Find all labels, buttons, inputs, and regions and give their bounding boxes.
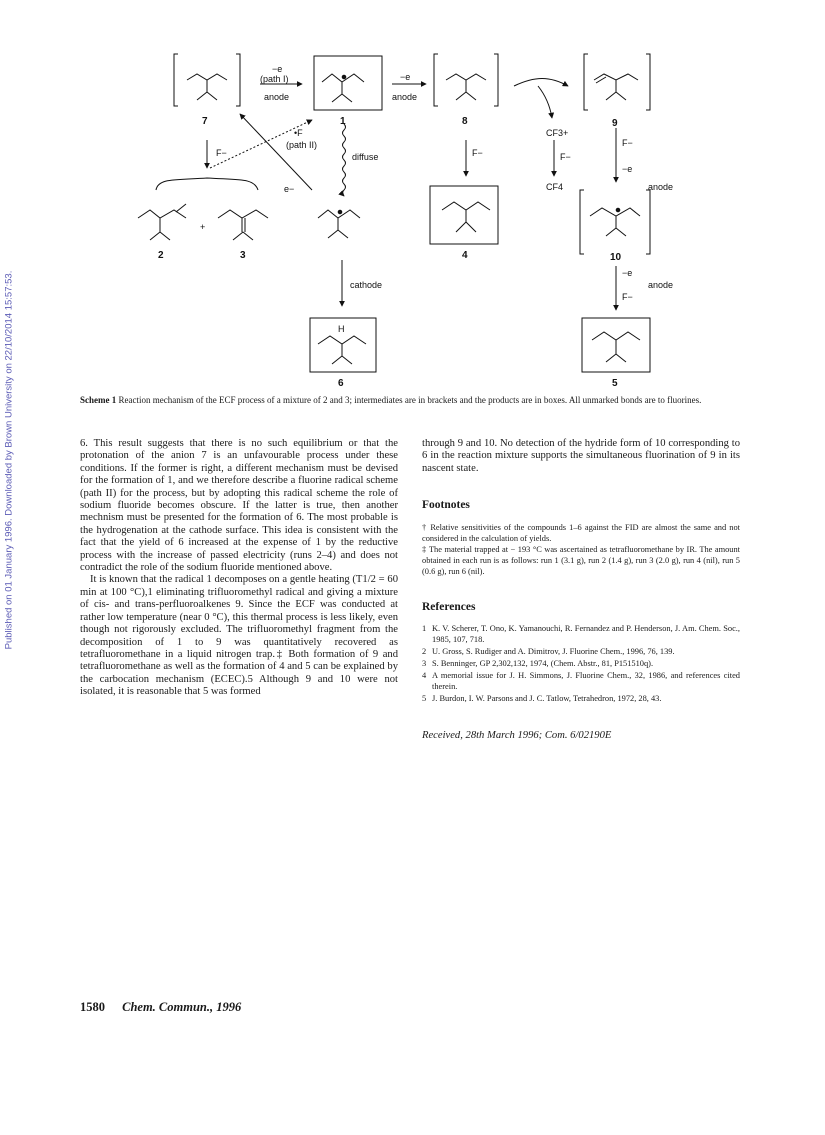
f-minus-label-10: F−: [622, 292, 633, 302]
path-ii-label: (path II): [286, 140, 318, 150]
f-minus-label-cf3: F−: [560, 152, 571, 162]
right-column: [422, 438, 740, 742]
download-notice: [2, 270, 16, 650]
reference-number: 2: [422, 647, 427, 657]
label-5: 5: [612, 378, 618, 389]
arrow-path-i: (path I): [260, 74, 289, 84]
body-paragraph: It is known that the radical 1 decomposes on a gentle heating (T1/2 = 60 min at 100 °C),1 eliminating trifluoromethyl radical and giving a mixture of cis- and trans-perfluoroalkenes 9. Since the ECF was conducted at rather low temperature (near 0 °C), this thermal process is less likely, even though not rigorously excluded. The trifluoromethyl fragment from the decomposition of 1 to 9 was quantitatively recovered as tetrafluoromethane in a liquid nitrogen trap.‡ Both formation of 9 and tetrafluoromethane as well as the formation of 4 and 5 can be explained by the carbocation mechanism (ECEC).5 Although 9 and 10 were not isolated, it is reasonable that 5 was formed: [80, 574, 398, 698]
structure-10: [580, 190, 650, 254]
reference-number: 3: [422, 659, 427, 669]
reference-text: J. Burdon, I. W. Parsons and J. C. Tatlow, Tetrahedron, 1972, 28, 43.: [432, 694, 662, 704]
e-minus-label: e−: [284, 184, 295, 194]
received-date: Received, 28th March 1996; Com. 6/02190E: [422, 730, 612, 742]
label-8: 8: [462, 116, 468, 127]
label-7: 7: [202, 116, 208, 127]
caption-label: Scheme 1: [80, 395, 117, 405]
f-minus-label-7: F−: [216, 148, 227, 158]
cf3-label: CF3+: [546, 128, 569, 138]
body-paragraph: 6. This result suggests that there is no such equilibrium or that the protonation of the anion 7 is an unfavourable process under these conditions. If the former is right, a different mechanism must be devised for the formation of 1, and we therefore describe a fluorine radical scheme (path II) for the process, but by adopting this radical scheme the role of sodium fluoride becomes obscure. If the latter is true, then another mechnism must be presented for the formation of 6. The most probable is the hydrogenation at the cathode surface. This idea is consistent with the fact that the yield of 6 increased at the expense of 1 by the reductive process with the increase of passed electricity (runs 2–4) and does not contradict the role of the sodium fluoride mentioned above.: [80, 438, 398, 574]
reference-item: [422, 658, 740, 669]
dot-f-label: •F: [294, 128, 303, 138]
left-column: [80, 438, 398, 699]
label-6: 6: [338, 378, 344, 389]
structure-8: [434, 54, 498, 106]
reference-number: 4: [422, 671, 427, 681]
reference-item: [422, 670, 740, 692]
scheme-caption: [80, 395, 742, 406]
f-minus-label-9: F−: [622, 138, 633, 148]
reference-item: [422, 646, 740, 657]
arrow-anode: anode: [264, 92, 290, 102]
download-notice-text: Published on 01 January 1996. Downloaded by Brown University on 22/10/2014 15:57:53.: [3, 270, 15, 650]
caption-text: Reaction mechanism of the ECF process of a mixture of 2 and 3; intermediates are in brackets and the products are in boxes. All unmarked bonds are to fluorines.: [118, 395, 702, 405]
reference-text: S. Benninger, GP 2,302,132, 1974, (Chem. Abstr., 81, P151510q).: [432, 659, 654, 669]
arrow-anode-3: anode: [648, 182, 674, 192]
label-2: 2: [158, 250, 164, 261]
structure-1: [314, 56, 382, 110]
footnotes-heading: Footnotes: [422, 499, 470, 512]
radical-intermediate: [318, 210, 360, 238]
structure-2: [138, 204, 186, 240]
reference-text: K. V. Scherer, T. Ono, K. Yamanouchi, R. Fernandez and P. Henderson, J. Am. Chem. Soc., 1985, 107, 718.: [432, 624, 740, 645]
structure-4: [430, 186, 498, 244]
arrow-minus-e-4: −e: [622, 268, 633, 278]
reference-item: [422, 693, 740, 704]
cf4-label: CF4: [546, 182, 564, 192]
reference-text: U. Gross, S. Rudiger and A. Dimitrov, J. Fluorine Chem., 1996, 76, 139.: [432, 647, 675, 657]
cathode-label: cathode: [350, 280, 383, 290]
page-footer: [80, 1000, 241, 1015]
arrow-minus-e-3: −e: [622, 164, 633, 174]
structure-5: [582, 318, 650, 372]
reaction-scheme: [80, 40, 745, 392]
structure-9: [584, 54, 650, 110]
structure-3: [218, 210, 268, 240]
journal-name: Chem. Commun., 1996: [122, 1000, 242, 1014]
diffuse-label: diffuse: [352, 152, 379, 162]
label-10: 10: [610, 252, 622, 263]
arrow-anode-4: anode: [648, 280, 674, 290]
reference-number: 5: [422, 694, 427, 704]
label-9: 9: [612, 118, 618, 129]
reference-list: [422, 623, 740, 704]
plus-sign: +: [200, 222, 206, 232]
f-minus-label-8: F−: [472, 148, 483, 158]
arrow-anode-2: anode: [392, 92, 418, 102]
footnote-1: † Relative sensitivities of the compounds 1–6 against the FID are almost the same and not considered in the calculation of yields.: [422, 522, 740, 543]
arrow-minus-e-2: −e: [400, 72, 411, 82]
body-paragraph: through 9 and 10. No detection of the hydride form of 10 corresponding to 6 in the reaction mixture supports the simultaneous fluorination of 9 in its nascent state.: [422, 438, 740, 474]
page-number: 1580: [80, 1000, 105, 1014]
reference-number: 1: [422, 624, 427, 634]
label-1: 1: [340, 116, 346, 127]
arrow-minus-e: −e: [272, 64, 283, 74]
footnote-2: ‡ The material trapped at − 193 °C was ascertained as tetrafluoromethane by IR. The amount obtained in each run is as follows: run 1 (3.1 g), run 2 (1.4 g), run 3 (2.0 g), run 4 (nil), run 5 (0.6 g), run 6 (nil).: [422, 544, 740, 576]
references-heading: References: [422, 600, 476, 613]
structure-7: [174, 54, 240, 106]
hydrogen-label: H: [338, 324, 345, 334]
label-4: 4: [462, 250, 468, 261]
reference-text: A memorial issue for J. H. Simmons, J. Fluorine Chem., 32, 1986, and references cited therein.: [432, 671, 740, 692]
label-3: 3: [240, 250, 246, 261]
reference-item: [422, 623, 740, 645]
